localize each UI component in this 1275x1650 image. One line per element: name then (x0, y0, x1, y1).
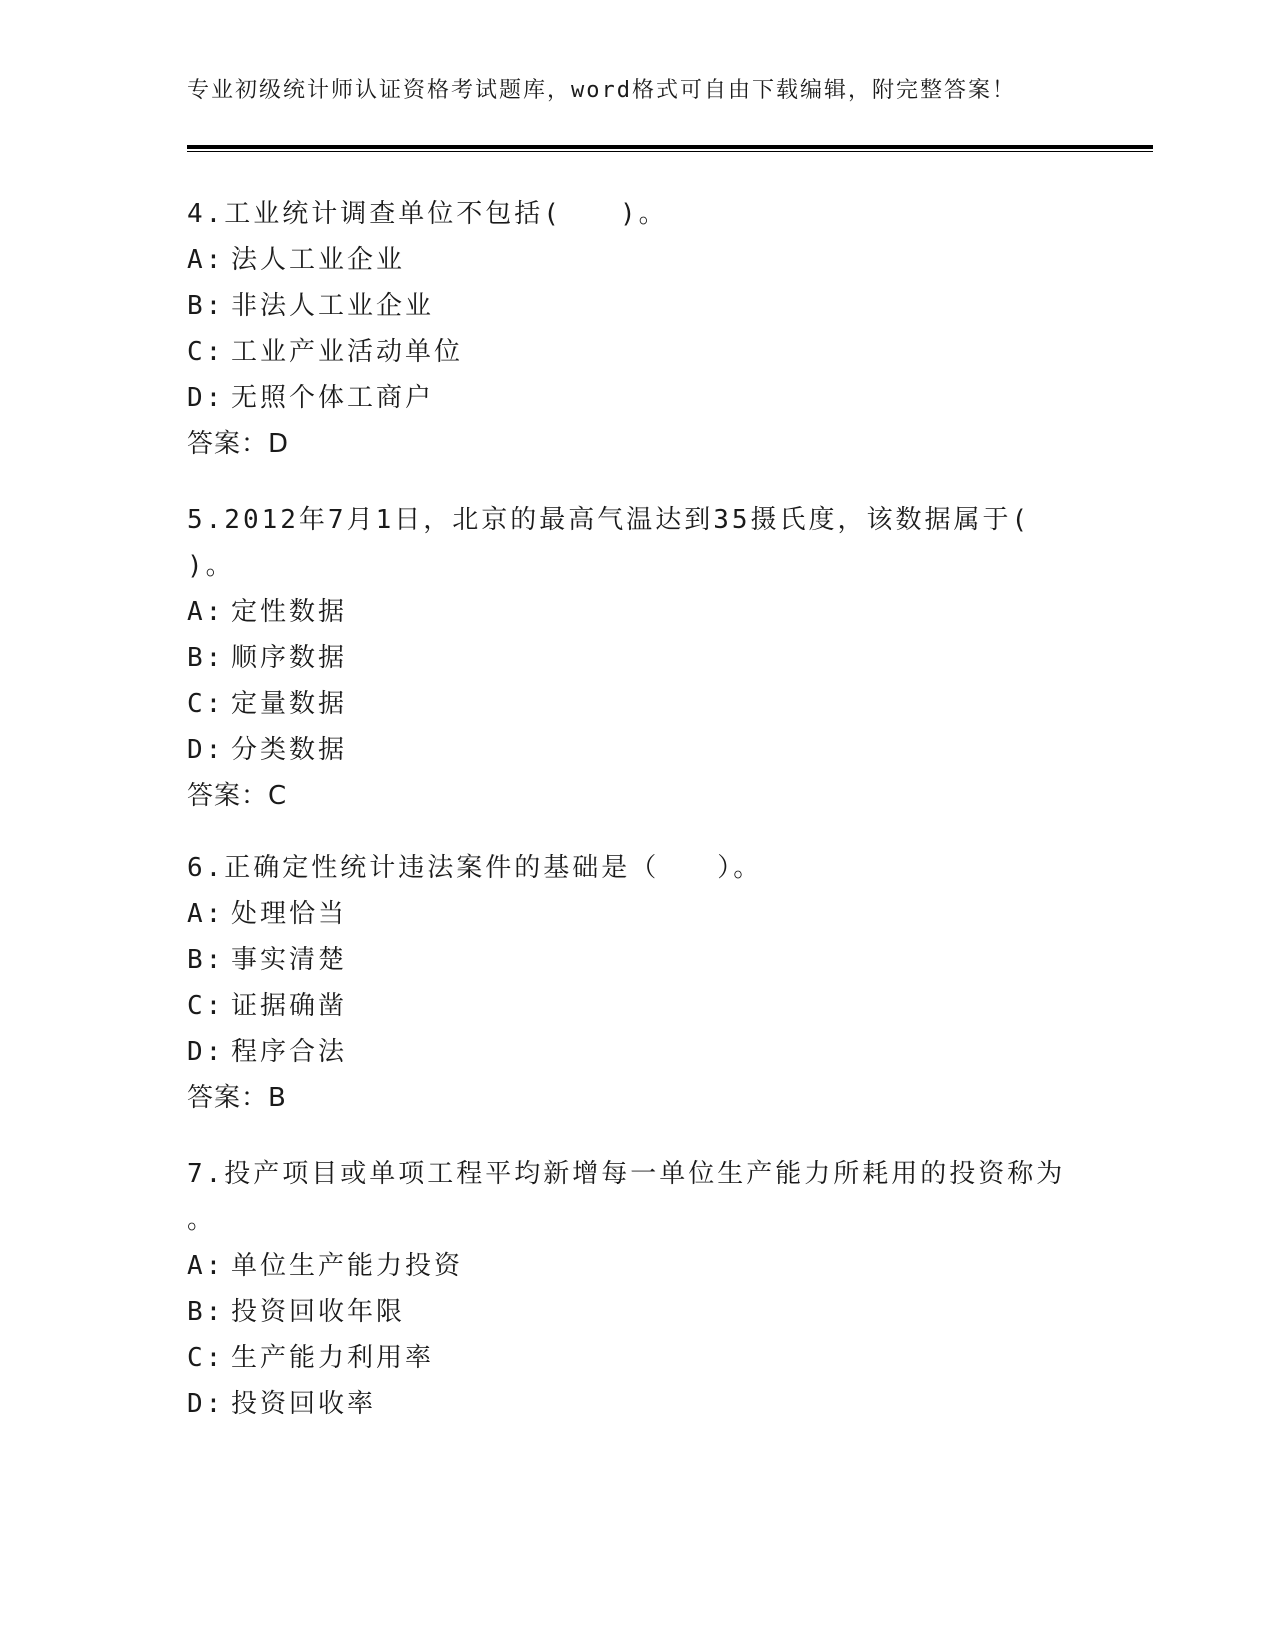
option-text: 生产能力利用率 (231, 1343, 435, 1373)
option-text: 分类数据 (231, 735, 348, 765)
option-c (187, 983, 1087, 1029)
option-a (187, 589, 1087, 635)
option-key: A: (187, 1251, 225, 1281)
option-d (187, 1381, 1087, 1427)
option-key: D: (187, 383, 225, 413)
option-text: 工业产业活动单位 (231, 337, 464, 367)
option-key: B: (187, 291, 225, 321)
option-key: B: (187, 643, 225, 673)
option-text: 定量数据 (231, 689, 348, 719)
option-key: D: (187, 735, 225, 765)
header-rule-thick (187, 145, 1153, 149)
question-4 (187, 191, 1087, 467)
option-key: C: (187, 689, 225, 719)
option-text: 非法人工业企业 (231, 291, 435, 321)
option-d (187, 375, 1087, 421)
answer-line: 答案：C (187, 781, 288, 811)
option-c (187, 681, 1087, 727)
option-b (187, 283, 1087, 329)
option-b (187, 635, 1087, 681)
option-b (187, 937, 1087, 983)
option-c (187, 1335, 1087, 1381)
answer-line: 答案：B (187, 1083, 287, 1113)
option-text: 证据确凿 (231, 991, 348, 1021)
question-stem-continuation: 。 (187, 1205, 217, 1235)
question-stem-continuation: )。 (187, 551, 235, 581)
option-text: 法人工业企业 (231, 245, 406, 275)
option-d (187, 727, 1087, 773)
question-stem: 6.正确定性统计违法案件的基础是（ ）。 (187, 853, 763, 883)
question-stem: 7.投产项目或单项工程平均新增每一单位生产能力所耗用的投资称为 (187, 1159, 1066, 1189)
header-rule-thin (187, 151, 1153, 152)
option-key: B: (187, 1297, 225, 1327)
option-key: C: (187, 991, 225, 1021)
question-stem: 4.工业统计调查单位不包括( )。 (187, 199, 668, 229)
option-key: B: (187, 945, 225, 975)
question-stem: 5.2012年7月1日，北京的最高气温达到35摄氏度，该数据属于( (187, 505, 1031, 535)
option-key: A: (187, 245, 225, 275)
option-d (187, 1029, 1087, 1075)
answer-line: 答案：D (187, 429, 290, 459)
question-6 (187, 845, 1087, 1121)
option-text: 事实清楚 (231, 945, 348, 975)
option-text: 投资回收年限 (231, 1297, 406, 1327)
option-b (187, 1289, 1087, 1335)
option-a (187, 237, 1087, 283)
question-5 (187, 497, 1087, 819)
option-key: D: (187, 1389, 225, 1419)
option-text: 顺序数据 (231, 643, 348, 673)
question-7 (187, 1151, 1087, 1427)
option-key: C: (187, 337, 225, 367)
option-a (187, 891, 1087, 937)
option-c (187, 329, 1087, 375)
option-text: 无照个体工商户 (231, 383, 435, 413)
option-text: 投资回收率 (231, 1389, 377, 1419)
page-header: 专业初级统计师认证资格考试题库，word格式可自由下载编辑，附完整答案！ (187, 78, 1016, 103)
option-text: 处理恰当 (231, 899, 348, 929)
option-key: C: (187, 1343, 225, 1373)
option-key: D: (187, 1037, 225, 1067)
option-text: 程序合法 (231, 1037, 348, 1067)
option-key: A: (187, 597, 225, 627)
option-key: A: (187, 899, 225, 929)
option-text: 定性数据 (231, 597, 348, 627)
option-a (187, 1243, 1087, 1289)
option-text: 单位生产能力投资 (231, 1251, 464, 1281)
